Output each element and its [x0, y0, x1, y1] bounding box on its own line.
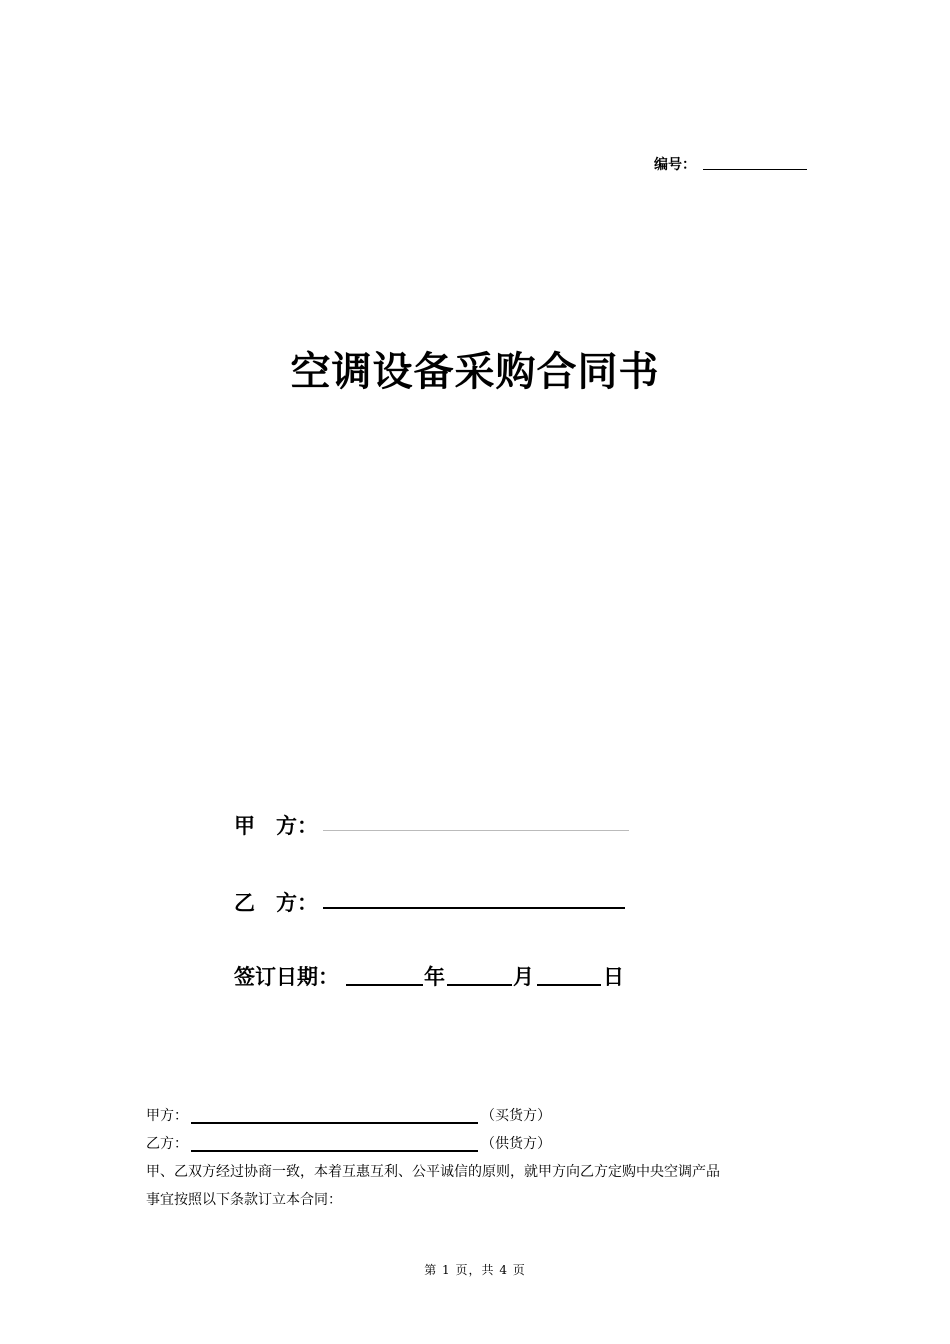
page-indicator: 第 1 页，共 4 页 [424, 1263, 526, 1277]
contract-number-label: 编号： [654, 157, 696, 173]
sign-date-day-unit: 日 [603, 965, 624, 989]
document-title: 空调设备采购合同书 [290, 349, 660, 395]
body-party-b-label: 乙方： [146, 1136, 188, 1152]
body-party-b-blank [191, 1150, 478, 1152]
cover-party-a-label: 甲 方： [234, 814, 318, 838]
body-party-b-role: （供货方） [481, 1136, 551, 1152]
sign-date-month-unit: 月 [513, 965, 534, 989]
sign-date-month-blank [447, 984, 512, 986]
cover-party-b-label: 乙 方： [234, 891, 318, 915]
sign-date-label: 签订日期： [234, 965, 339, 989]
sign-date-day-blank [537, 984, 601, 986]
body-party-a-role: （买货方） [481, 1108, 551, 1124]
sign-date-year-unit: 年 [424, 965, 445, 989]
intro-paragraph-line-2: 事宜按照以下条款订立本合同： [146, 1192, 342, 1208]
body-party-a-blank [191, 1122, 478, 1124]
contract-number-blank [703, 169, 807, 170]
cover-party-a-blank [323, 830, 629, 831]
cover-party-b-blank [323, 907, 625, 909]
intro-paragraph-line-1: 甲、乙双方经过协商一致，本着互惠互利、公平诚信的原则，就甲方向乙方定购中央空调产品 [146, 1164, 720, 1180]
sign-date-year-blank [346, 984, 423, 986]
body-party-a-label: 甲方： [146, 1108, 188, 1124]
